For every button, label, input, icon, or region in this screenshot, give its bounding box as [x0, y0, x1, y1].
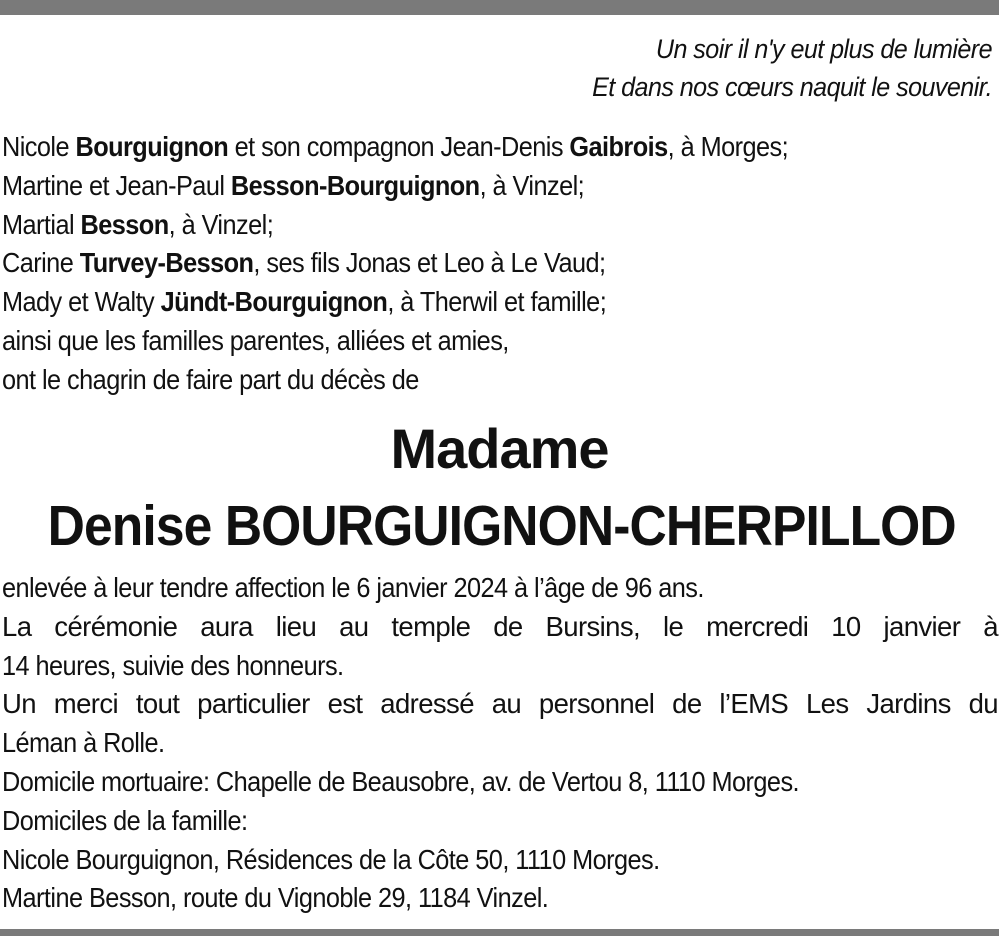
word: adressé	[380, 688, 474, 720]
word: temple	[391, 610, 471, 642]
word: Jardins	[866, 688, 951, 720]
family-line-6: ainsi que les familles parentes, alliées et amies,	[2, 324, 509, 356]
word: est	[327, 688, 363, 720]
death-details	[2, 569, 998, 918]
family-announcement	[2, 128, 788, 400]
family-line-2: Martine et Jean-Paul Besson-Bourguignon, à Vinzel;	[2, 169, 585, 201]
surname: Jündt-Bourguignon	[160, 286, 388, 318]
details-line-7: Domiciles de la famille:	[2, 804, 248, 836]
family-line-5: Mady et Walty Jündt-Bourguignon, à Therwil et famille;	[2, 286, 607, 318]
family-line-1: Nicole Bourguignon et son compagnon Jean-Denis Gaibrois, à Morges;	[2, 131, 789, 162]
word: l’EMS	[719, 688, 789, 720]
surname: Turvey-Besson	[79, 247, 254, 279]
word: aura	[200, 610, 253, 642]
details-line-8: Nicole Bourguignon, Résidences de la Côte 50, 1110 Morges.	[2, 843, 660, 875]
word: cérémonie	[54, 610, 178, 642]
word: janvier	[883, 610, 961, 642]
word: au	[491, 688, 522, 720]
word: le	[662, 610, 684, 642]
word: lieu	[275, 610, 317, 642]
surname: Bourguignon	[75, 131, 229, 162]
details-line-5: Léman à Rolle.	[2, 727, 165, 759]
details-line-6: Domicile mortuaire: Chapelle de Beausobre, av. de Vertou 8, 1110 Morges.	[2, 765, 800, 797]
honorific-title: Madame	[390, 417, 609, 480]
details-line-2	[2, 608, 998, 647]
word: 10	[831, 610, 861, 642]
word: Les	[805, 688, 849, 720]
family-line-4: Carine Turvey-Besson, ses fils Jonas et Leo à Le Vaud;	[2, 247, 606, 279]
word: au	[339, 610, 369, 642]
bottom-border-rule	[0, 929, 999, 936]
top-border-rule	[0, 0, 999, 15]
surname: Besson-Bourguignon	[230, 169, 480, 201]
deceased-name: Denise BOURGUIGNON-CHERPILLOD	[47, 494, 956, 558]
word: personnel	[538, 688, 655, 720]
word: La	[2, 610, 32, 642]
word: tout	[135, 688, 180, 720]
word: Un	[2, 688, 36, 720]
surname: Gaibrois	[569, 131, 668, 162]
details-line-1: enlevée à leur tendre affection le 6 janvier 2024 à l’âge de 96 ans.	[2, 572, 704, 603]
details-line-9: Martine Besson, route du Vignoble 29, 1184 Vinzel.	[2, 882, 549, 914]
word: mercredi	[706, 610, 809, 642]
word: de	[493, 610, 523, 642]
surname: Besson	[80, 208, 169, 240]
epigraph-line-1: Un soir il n'y eut plus de lumière	[655, 34, 992, 64]
family-line-7: ont le chagrin de faire part du décès de	[2, 363, 419, 395]
details-line-3: 14 heures, suivie des honneurs.	[2, 649, 344, 681]
word: merci	[53, 688, 119, 720]
word: de	[672, 688, 702, 720]
word: Bursins,	[545, 610, 641, 642]
details-line-4	[2, 685, 998, 724]
word: à	[983, 610, 998, 642]
word: du	[968, 688, 998, 720]
epigraph	[592, 30, 992, 106]
epigraph-line-2: Et dans nos cœurs naquit le souvenir.	[592, 72, 992, 102]
family-line-3: Martial Besson, à Vinzel;	[2, 208, 274, 240]
word: particulier	[197, 688, 310, 720]
